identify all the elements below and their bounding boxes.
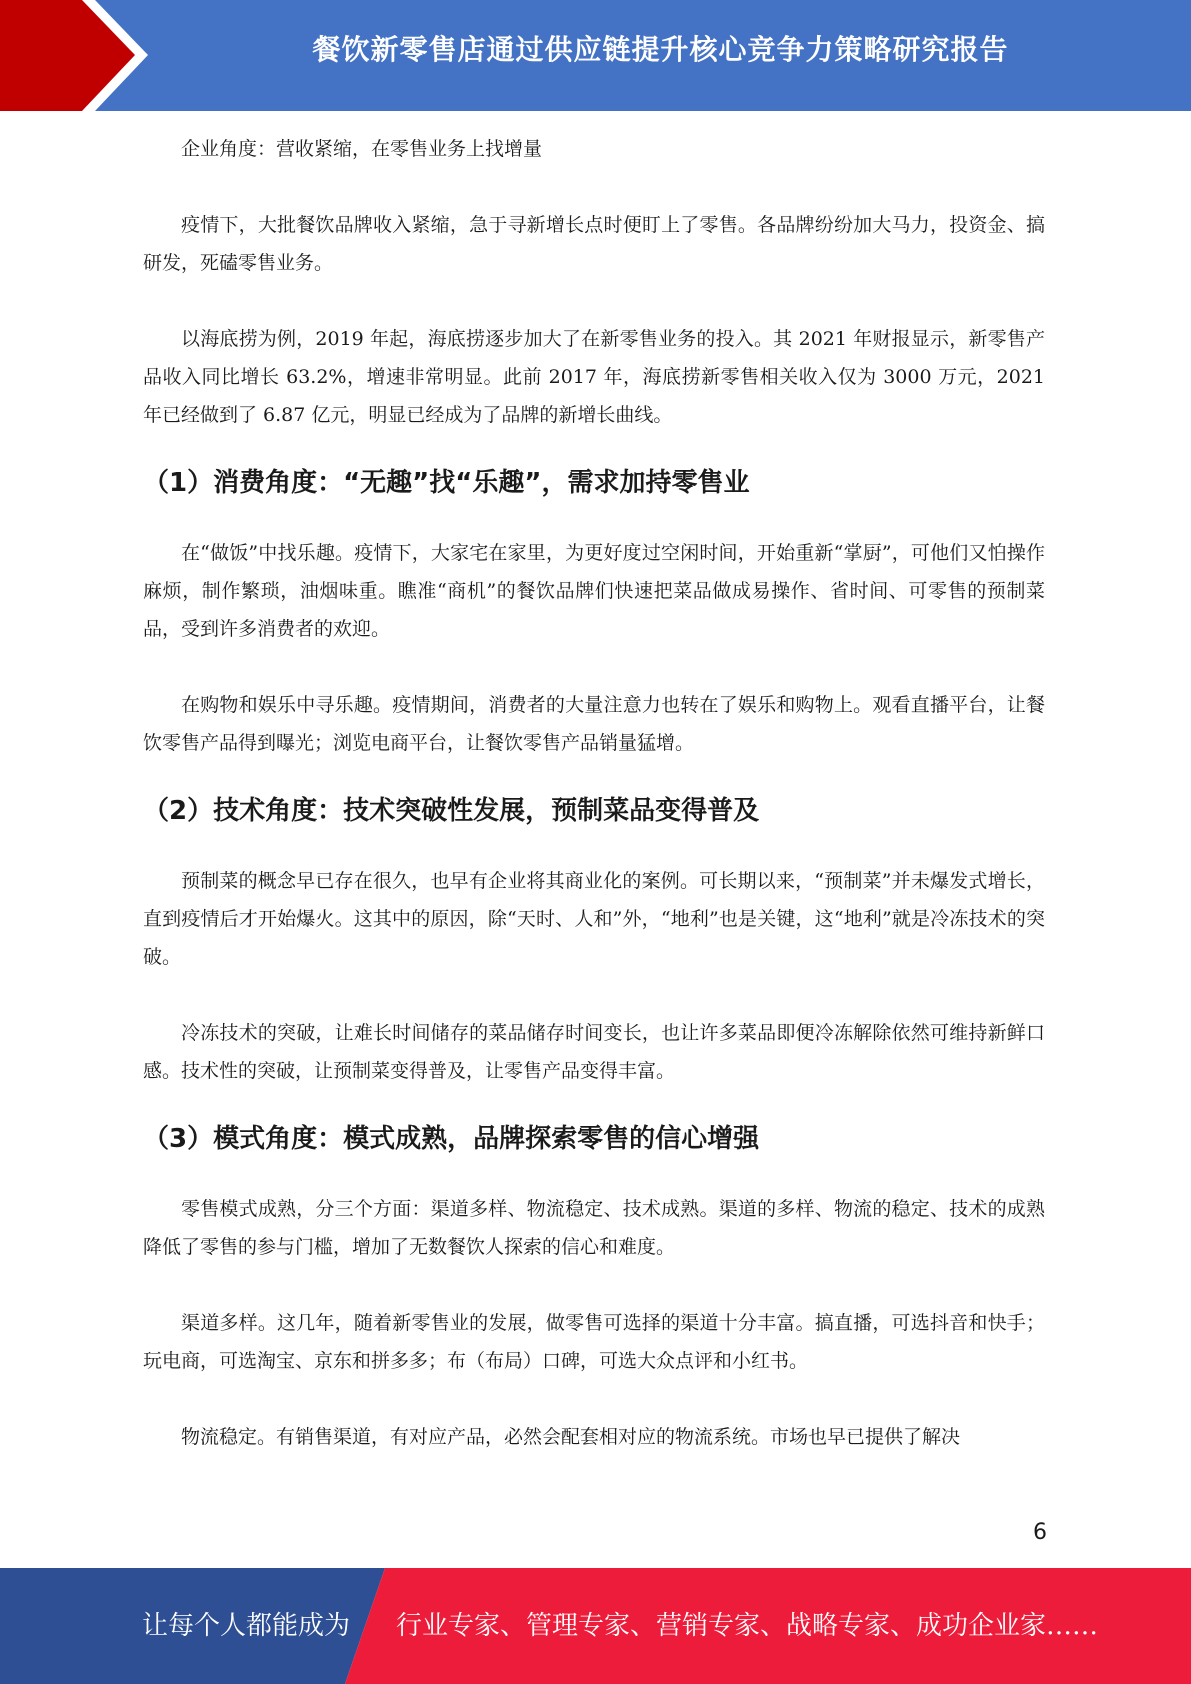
paragraph-5: 预制菜的概念早已存在很久，也早有企业将其商业化的案例。可长期以来，“预制菜”并未爆发式增长，直到疫情后才开始爆火。这其中的原因，除“天时、人和”外，“地利”也是关键，这“地利”就是冷冻技术的突破。 — [143, 870, 1045, 968]
paragraph-9: 物流稳定。有销售渠道，有对应产品，必然会配套相对应的物流系统。市场也早已提供了解决 — [181, 1426, 961, 1448]
paragraph-6: 冷冻技术的突破，让难长时间储存的菜品储存时间变长，也让许多菜品即便冷冻解除依然可维持新鲜口感。技术性的突破，让预制菜变得普及，让零售产品变得丰富。 — [143, 1022, 1045, 1082]
page-footer — [0, 1568, 1191, 1684]
paragraph-1: 疫情下，大批餐饮品牌收入紧缩，急于寻新增长点时便盯上了零售。各品牌纷纷加大马力，投资金、搞研发，死磕零售业务。 — [143, 214, 1045, 274]
footer-slogan-left: 让每个人都能成为 — [142, 1611, 351, 1641]
paragraph-intro: 企业角度：营收紧缩，在零售业务上找增量 — [181, 138, 543, 160]
paragraph-3: 在“做饭”中找乐趣。疫情下，大家宅在家里，为更好度过空闲时间，开始重新“掌厨”，可他们又怕操作麻烦，制作繁琐，油烟味重。瞧准“商机”的餐饮品牌们快速把菜品做成易操作、省时间、可零售的预制菜品，受到许多消费者的欢迎。 — [143, 542, 1045, 640]
section-heading-3: （3）模式角度：模式成熟，品牌探索零售的信心增强 — [143, 1124, 760, 1154]
paragraph-2: 以海底捞为例，2019 年起，海底捞逐步加大了在新零售业务的投入。其 2021 年财报显示，新零售产品收入同比增长 63.2%，增速非常明显。此前 2017 年，海底捞新零售相关收入仅为 3000 万元，2021 年已经做到了 6.87 亿元，明显已经成为了品牌的新增长曲线。 — [143, 328, 1045, 426]
paragraph-8: 渠道多样。这几年，随着新零售业的发展，做零售可选择的渠道十分丰富。搞直播，可选抖音和快手；玩电商，可选淘宝、京东和拼多多；布（布局）口碑，可选大众点评和小红书。 — [143, 1312, 1045, 1372]
section-heading-1: （1）消费角度：“无趣”找“乐趣”，需求加持零售业 — [143, 468, 750, 498]
paragraph-7: 零售模式成熟，分三个方面：渠道多样、物流稳定、技术成熟。渠道的多样、物流的稳定、技术的成熟降低了零售的参与门槛，增加了无数餐饮人探索的信心和难度。 — [143, 1198, 1045, 1258]
section-heading-2: （2）技术角度：技术突破性发展，预制菜品变得普及 — [143, 796, 760, 826]
page-number: 6 — [1033, 1520, 1047, 1545]
paragraph-4: 在购物和娱乐中寻乐趣。疫情期间，消费者的大量注意力也转在了娱乐和购物上。观看直播平台，让餐饮零售产品得到曝光；浏览电商平台，让餐饮零售产品销量猛增。 — [143, 694, 1045, 754]
footer-slogan-right: 行业专家、管理专家、营销专家、战略专家、成功企业家…… — [396, 1611, 1099, 1641]
page-header — [0, 0, 1191, 111]
document-body — [143, 130, 1045, 1456]
report-title: 餐饮新零售店通过供应链提升核心竞争力策略研究报告 — [312, 33, 1009, 66]
